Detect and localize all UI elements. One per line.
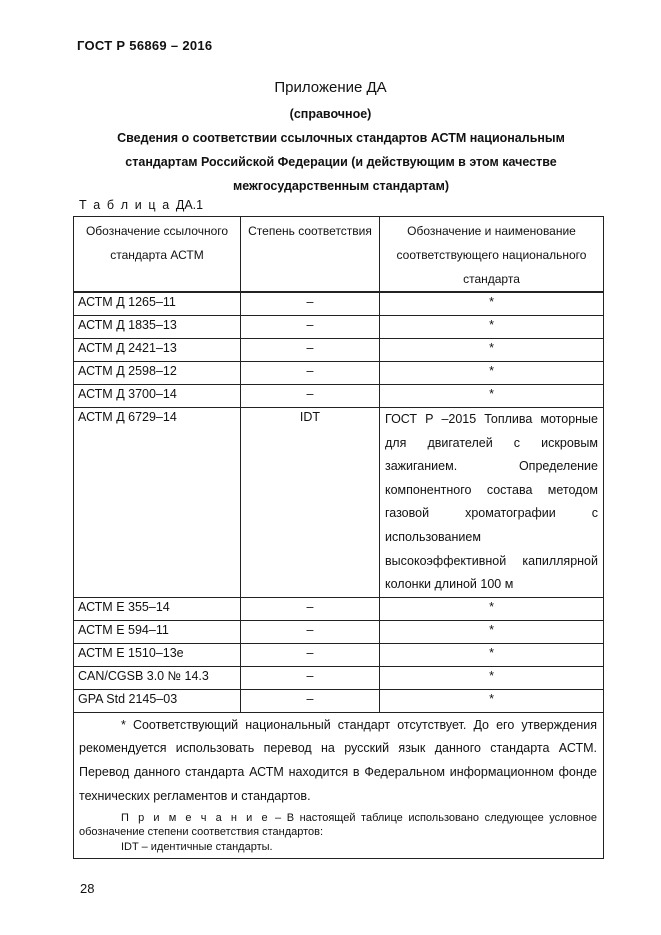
document-header: ГОСТ Р 56869 – 2016 bbox=[77, 38, 213, 53]
reference-cell: АСТМ Д 1265–11 bbox=[74, 292, 241, 316]
footnote: * Соответствующий национальный стандарт отсутствует. До его утверждения рекомендуется использовать перевод на русский язык данного стандарта АСТМ. Перевод данного стандарта АСТМ находится в Федеральном информационном фонде технических регламентов и стандартов. bbox=[79, 717, 597, 803]
degree-cell: – bbox=[241, 316, 380, 339]
table-row bbox=[74, 292, 604, 316]
table-row bbox=[74, 597, 604, 620]
reference-cell: АСТМ Д 2421–13 bbox=[74, 339, 241, 362]
reference-cell: CAN/CGSB 3.0 № 14.3 bbox=[74, 666, 241, 689]
note-text: – В настоящей таблице использовано следующее условное обозначение степени соответствия стандартов: bbox=[79, 812, 597, 839]
national-cell: * bbox=[380, 689, 604, 712]
degree-cell: – bbox=[241, 643, 380, 666]
national-cell: * bbox=[380, 620, 604, 643]
table-row bbox=[74, 385, 604, 408]
national-cell: * bbox=[380, 385, 604, 408]
column-header-degree: Степень соответствия bbox=[241, 217, 380, 293]
table-row bbox=[74, 666, 604, 689]
degree-cell: – bbox=[241, 597, 380, 620]
appendix-title: Приложение ДА bbox=[274, 79, 387, 96]
reference-cell: GPA Std 2145–03 bbox=[74, 689, 241, 712]
note-item: IDT – идентичные стандарты. bbox=[121, 841, 273, 854]
table-row bbox=[74, 339, 604, 362]
reference-cell: АСТМ Д 6729–14 bbox=[74, 408, 241, 598]
national-cell: * bbox=[380, 316, 604, 339]
degree-cell: – bbox=[241, 292, 380, 316]
reference-cell: АСТМ Е 1510–13е bbox=[74, 643, 241, 666]
national-cell: * bbox=[380, 339, 604, 362]
reference-cell: АСТМ Д 1835–13 bbox=[74, 316, 241, 339]
page-number: 28 bbox=[80, 881, 95, 896]
degree-cell: – bbox=[241, 385, 380, 408]
reference-cell: АСТМ Д 3700–14 bbox=[74, 385, 241, 408]
reference-cell: АСТМ Д 2598–12 bbox=[74, 362, 241, 385]
degree-cell: – bbox=[241, 689, 380, 712]
national-cell: * bbox=[380, 362, 604, 385]
table-row bbox=[74, 408, 604, 598]
national-cell: ГОСТ Р –2015 Топлива моторные для двигателей с искровым зажиганием. Определение компонентного состава методом газовой хроматографии с использованием высокоэффективной капиллярной колонки длиной 100 м bbox=[380, 408, 604, 598]
table-number: ДА.1 bbox=[175, 198, 204, 212]
degree-cell: – bbox=[241, 362, 380, 385]
degree-cell: – bbox=[241, 339, 380, 362]
table-row bbox=[74, 316, 604, 339]
national-cell: * bbox=[380, 643, 604, 666]
table-row bbox=[74, 620, 604, 643]
correspondence-table bbox=[73, 216, 604, 859]
table-caption: Сведения о соответствии ссылочных стандартов АСТМ национальным стандартам Российской Федерации (и действующим в этом качестве межгосударственным стандартам) bbox=[117, 131, 565, 193]
degree-cell: IDT bbox=[241, 408, 380, 598]
national-cell: * bbox=[380, 292, 604, 316]
column-header-reference: Обозначение ссылочного стандарта АСТМ bbox=[74, 217, 241, 293]
appendix-type: (справочное) bbox=[289, 107, 372, 121]
degree-cell: – bbox=[241, 620, 380, 643]
table-label-word: Т а б л и ц а bbox=[79, 198, 171, 212]
degree-cell: – bbox=[241, 666, 380, 689]
table-row bbox=[74, 689, 604, 712]
national-cell: * bbox=[380, 597, 604, 620]
reference-cell: АСТМ Е 355–14 bbox=[74, 597, 241, 620]
national-cell: * bbox=[380, 666, 604, 689]
table-label bbox=[79, 198, 203, 212]
reference-cell: АСТМ Е 594–11 bbox=[74, 620, 241, 643]
table-row bbox=[74, 362, 604, 385]
note-lead: П р и м е ч а н и е bbox=[121, 812, 270, 825]
table-notes-cell bbox=[74, 712, 604, 858]
table-header-row bbox=[74, 217, 604, 293]
table-note bbox=[79, 811, 597, 839]
table-notes-row bbox=[74, 712, 604, 858]
column-header-national: Обозначение и наименование соответствующего национального стандарта bbox=[380, 217, 604, 293]
table-row bbox=[74, 643, 604, 666]
